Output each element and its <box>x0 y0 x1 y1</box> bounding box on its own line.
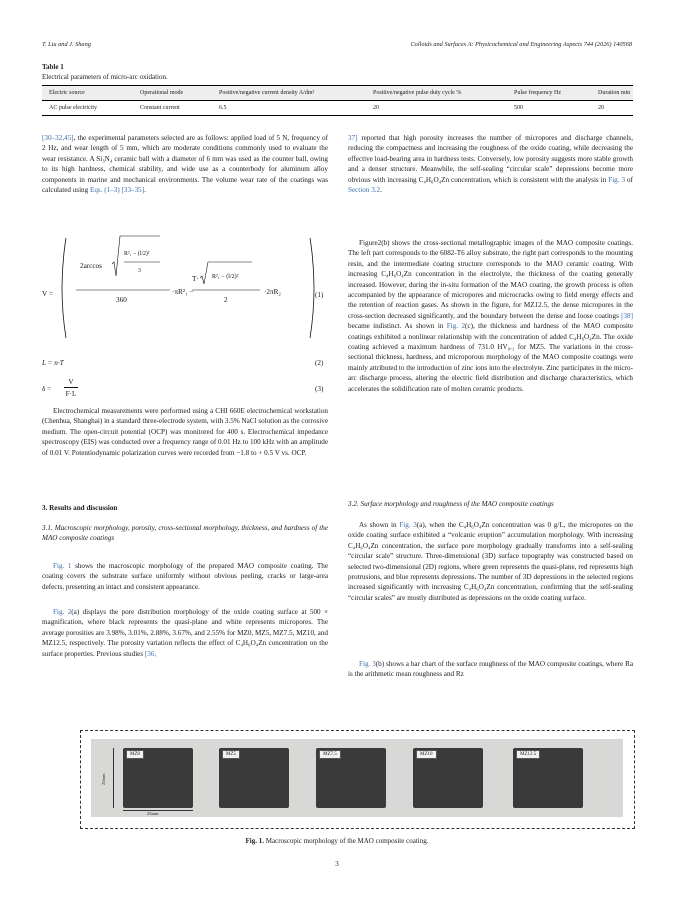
eq1-pir: ·πR²₁ − <box>172 288 194 296</box>
sample-label: MZ7.5 <box>319 750 341 759</box>
citation-link[interactable]: [38] <box>621 311 633 320</box>
equation-number: (3) <box>315 385 324 393</box>
figure-caption <box>0 837 674 845</box>
text-span: of <box>625 175 634 184</box>
text-span: reported that high porosity increases the number of micropores and discharge channels, reducing the compactness and increasing the roughness of the oxide coating, while decreasing the effective load-bearing area in hardness tests. Conversely, low porosity suggests more stable growth and a denser structure. Meanwhile, the self-sealing “circular scale” depressions become more obvious with increasing C₄H₆O₄Zn concentration, which is consistent with the analysis in <box>348 134 633 184</box>
citation-link[interactable]: [30–32,45] <box>42 134 74 142</box>
sample-label: MZ0 <box>126 750 144 759</box>
eq1-denominator: 360 <box>116 296 127 304</box>
figure-caption-label: Fig. 1. <box>245 837 264 845</box>
figure-link[interactable]: Fig. 2 <box>53 608 72 616</box>
equation-number: (2) <box>315 359 324 367</box>
eq1-tail: ·2πR₂ <box>264 288 281 296</box>
table-row <box>42 101 633 116</box>
right-paragraph-1 <box>348 133 633 195</box>
equation-2: L = n·T <box>42 359 64 367</box>
text-span: As shown in <box>359 521 400 529</box>
table-cell: 500 <box>507 101 591 116</box>
table-header-cell: Duration min <box>591 86 633 101</box>
table-header-cell: Electric source <box>42 86 133 101</box>
page-number: 3 <box>335 860 339 868</box>
table-caption: Electrical parameters of micro-arc oxidation. <box>42 73 168 81</box>
subsection-heading-3-2: 3.2. Surface morphology and roughness of the MAO composite coatings <box>348 500 554 508</box>
citation-link[interactable]: 37] <box>348 134 358 142</box>
eq1-inner-2: R²₁ − (l/2)² <box>212 274 239 280</box>
equation-3-denominator: F·L <box>65 390 77 398</box>
table-cell: AC pulse electricity <box>42 101 133 116</box>
figure-link[interactable]: Fig. 2 <box>446 322 466 331</box>
text-span: (a), when the C₄H₆O₄Zn concentration was 0 g/L, the micropores on the oxide coating surface exhibited a “volcanic eruption” accumulation morphology. With increasing C₄H₆O₄Zn concentration, the surface pore morphology gradually transforms into a self-sealing “circular scale” structure. Three-dimensional (3D) surface topography was constructed based on selected two-dimensional (2D) regions, where green represents the quasi-plane, red represents high protrusions, and blue represents depressions. The number of 3D depressions in the selected regions increased significantly with increasing C₄H₆O₄Zn concentration, confirming that the self-sealing “circular scales” are mostly distributed as depressions on the oxide coating surface. <box>348 521 633 602</box>
eq1-arccos: 2arccos <box>80 262 102 270</box>
left-paragraph-1 <box>42 133 328 195</box>
eq1-three: 3 <box>138 268 141 274</box>
figure-link[interactable]: Fig. 3 <box>608 175 626 184</box>
section-heading-3: 3. Results and discussion <box>42 504 118 512</box>
running-header-journal: Colloids and Surfaces A: Physicochemical and Engineering Aspects 744 (2026) 140568 <box>410 41 632 48</box>
sample-label: MZ5 <box>222 750 240 759</box>
text-span: (c), the thickness and hardness of the MAO composite coatings exhibited a nonlinear relationship with the concentration of added C₄H₆O₄Zn. The oxide coating achieved a maximum hardness of 731.0 HV₀.₁ for MZ5. The variations in the cross-sectional thickness, hardness, and microporous morphology of the MAO composite coatings were mainly attributed to the introduction of zinc ions into the electrolyte. Zinc participates in the micro-arc discharge process, altering the electric field distribution and discharge characteristics, which accelerates the solidification rate of molten ceramic products. <box>348 322 633 393</box>
figure-link[interactable]: Fig. 1 <box>53 562 72 570</box>
text-span: . <box>144 186 146 195</box>
table-header-row <box>42 86 633 101</box>
subsection-heading-3-1: 3.1. Macroscopic morphology, porosity, cross-sectional morphology, thickness, and hardness of the MAO composite coatings <box>42 524 328 543</box>
eq1-t: T· <box>192 275 199 283</box>
equation-3-numerator: V <box>64 378 78 388</box>
table-label: Table 1 <box>42 63 64 71</box>
section-link[interactable]: Section 3.2 <box>348 186 381 195</box>
figure-photo <box>91 739 623 817</box>
sample-mz12-5 <box>513 748 583 808</box>
left-paragraph-3 <box>42 561 328 592</box>
text-span: (a) displays the pore distribution morphology of the oxide coating surface at 500 × magnification, where black represents the quasi-plane and white represents micropores. The average porosities are 3.98%, 3.01%, 2.88%, 3.67%, and 2.55% for MZ0, MZ5, MZ7.5, MZ10, and MZ12.5, respectively. The porosity variation reflects the effect of C₄H₆O₄Zn concentration on the surface properties. Previous studies <box>42 608 329 658</box>
equation-number: (1) <box>315 291 324 299</box>
sample-mz0 <box>123 748 193 808</box>
eq1-inner: R²₁ − (l/2)² <box>124 251 150 257</box>
table-header-cell: Positive/negative current density A/dm² <box>212 86 366 101</box>
text-span: . <box>380 186 382 195</box>
equation-1 <box>42 232 332 342</box>
equation-3-lhs: δ = <box>42 385 52 393</box>
scale-label-vertical: 25mm <box>101 773 106 785</box>
scale-label-horizontal: 25mm <box>147 811 159 816</box>
text-span: became indistinct. As shown in <box>348 322 447 331</box>
sample-label: MZ12.5 <box>516 750 540 759</box>
citation-link[interactable]: [36, <box>144 649 157 658</box>
running-header-authors: T. Liu and J. Shang <box>42 41 91 48</box>
equations-link[interactable]: Eqs. (1–3) [33–35] <box>89 186 145 195</box>
table-header-cell: Operational mode <box>133 86 212 101</box>
figure-link[interactable]: Fig. 3 <box>399 521 417 529</box>
figure-caption-text: Macroscopic morphology of the MAO composite coating. <box>265 837 429 845</box>
text-span: shows the macroscopic morphology of the prepared MAO composite coating. The coating covers the substrate surface uniformly without obvious peeling, cracks or large-area defects, presenting an intact and consistent appearance. <box>42 562 328 591</box>
text-span: , the experimental parameters selected are as follows: applied load of 5 N, frequency of 2 Hz, and wear length of 5 mm, which are moderate conditions commonly used to evaluate the wear resistance. A Si₃N₄ ceramic ball with a diameter of 6 mm was used as the counter ball, owing to its high hardness, chemical stability, and wide use as a counterbody for aluminum alloy components in marine and mechanical environments. The volume wear rate of the coatings was calculated using <box>42 134 328 195</box>
parameters-table <box>42 85 633 116</box>
paragraph-text: Electrochemical measurements were performed using a CHI 660E electrochemical workstation (Chenhua, Shanghai) in a standard three-electrode system, with 3.5% NaCl solution as the corrosive medium. The open-circuit potential (OCP) was monitored for 400 s. Electrochemical impedance spectroscopy (EIS) was conducted over a frequency range of 0.01 Hz to 100 kHz with an amplitude of 0.01 V. Potentiodynamic polarization curves were recorded from −1.8 to + 0.5 V vs. OCP. <box>42 407 328 457</box>
sample-mz5 <box>219 748 289 808</box>
eq1-lhs: V = <box>42 290 53 298</box>
text-span: (b) shows a bar chart of the surface roughness of the MAO composite coatings, where Ra is the arithmetic mean roughness and Rz <box>348 660 633 679</box>
right-paragraph-2 <box>348 238 633 394</box>
right-paragraph-3 <box>348 520 633 603</box>
left-paragraph-4 <box>42 607 328 659</box>
left-paragraph-2 <box>42 406 328 458</box>
figure-1 <box>80 730 635 829</box>
table-cell: 20 <box>366 101 507 116</box>
table-header-cell: Pulse frequency Hz <box>507 86 591 101</box>
sample-mz7-5 <box>316 748 386 808</box>
figure-link[interactable]: Fig. 3 <box>359 660 376 668</box>
text-span: Figure2(b) shows the cross-sectional metallographic images of the MAO composite coatings. The left part corresponds to the 6082-T6 alloy substrate, the right part corresponds to the mounting resin, and the intermediate coating structure corresponds to the MAO ceramic coating. With increasing C₄H₆O₄Zn concentration in the electrolyte, the thickness of the coating generally increased. However, during the in-situ formation of the MAO coating, the growth process is often accompanied by the appearance of micropores and microcracks owing to field energy effects and the retention of reaction gases. As shown in the figure, for MZ12.5, the dense micropores in the cross-section decreased significantly, and the boundary between the dense and loose coatings <box>348 239 633 320</box>
table-cell: 6.5 <box>212 101 366 116</box>
table-cell: Constant current <box>133 101 212 116</box>
table-cell: 20 <box>591 101 633 116</box>
sample-label: MZ10 <box>416 750 437 759</box>
table-header-cell: Positive/negative pulse duty cycle % <box>366 86 507 101</box>
right-paragraph-4 <box>348 659 633 680</box>
scale-bar-vertical <box>113 748 114 808</box>
sample-mz10 <box>413 748 483 808</box>
eq1-two: 2 <box>224 296 228 304</box>
